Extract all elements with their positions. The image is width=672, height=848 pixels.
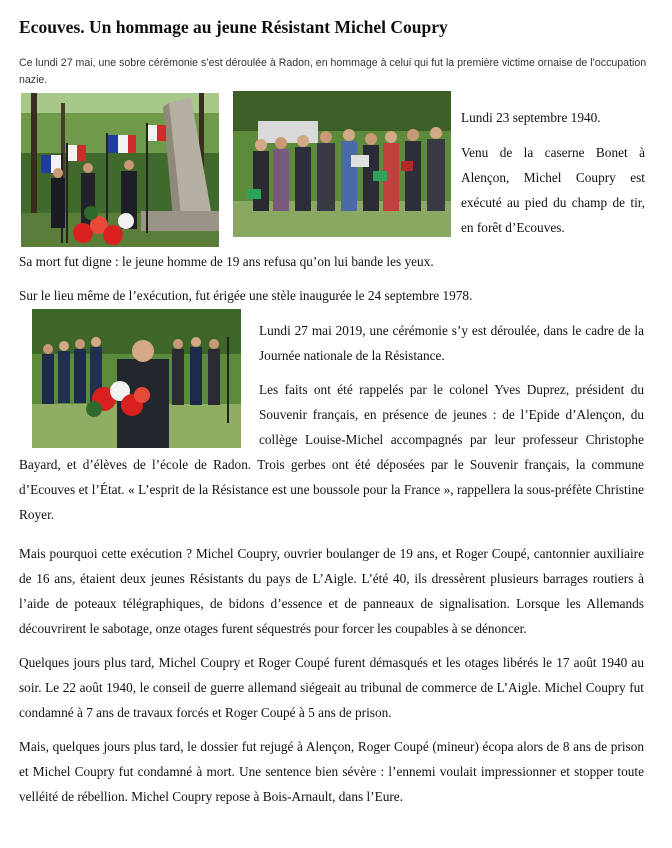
- trial-paragraph: Quelques jours plus tard, Michel Coupry et Roger Coupé furent démasqués et les otages libérés le 17 août 1940 au soir. Le 22 août 1940, le conseil de guerre allemand siégeait au tribunal de commerce de L’Aigle. Michel Coupry fut condamné à 7 ans de travaux forcés et Roger Coupé à 5 ans de prison.: [19, 655, 644, 720]
- article-lead: Ce lundi 27 mai, une sobre cérémonie s’est déroulée à Radon, en hommage à celui qui fut la première victime ornaise de l’occupation nazie.: [19, 57, 647, 86]
- ceremony-paragraph: Lundi 27 mai 2019, une cérémonie s’y est déroulée, dans le cadre de la Journée nationale de la Résistance.: [259, 323, 644, 363]
- sentence-paragraph: Mais, quelques jours plus tard, le dossier fut rejugé à Alençon, Roger Coupé (mineur) écopa alors de 8 ans de prison et Michel Coupry fut condamné à mort. Une sentence bien sévère : l’ennemi voulait impressionner et stopper toute velléité de rébellion. Michel Coupry repose à Bois-Arnault, dans l’Eure.: [19, 739, 644, 804]
- photo-children-group: [233, 91, 451, 237]
- facts-paragraph: Les faits ont été rappelés par le colonel Yves Duprez, président du Souvenir français, en présence de jeunes : de l’Epide d’Alençon, du collège Louise-Michel accompagnés par leur professeur Christophe Bayard, et d’élèves de l’école de Radon. Trois gerbes ont été déposées par le Souvenir français, la commune d’Ecouves et l’État. « L’esprit de la Résistance est une boussole pour la France », rappellera la sous-préfète Christine Royer.: [19, 382, 644, 522]
- death-paragraph: Sa mort fut digne : le jeune homme de 19 ans refusa qu’on lui bande les yeux.: [19, 254, 434, 269]
- execution-paragraph: Venu de la caserne Bonet à Alençon, Michel Coupry est exécuté au pied du champ de tir, en forêt d’Ecouves.: [461, 145, 645, 235]
- photo-memorial-stele: [21, 93, 219, 247]
- article-body: [19, 318, 644, 818]
- stele-paragraph: Sur le lieu même de l’exécution, fut érigée une stèle inaugurée le 24 septembre 1978.: [19, 288, 473, 303]
- article-title: Ecouves. Un hommage au jeune Résistant Michel Coupry: [19, 17, 448, 37]
- date-1940: Lundi 23 septembre 1940.: [461, 110, 601, 125]
- why-paragraph: Mais pourquoi cette exécution ? Michel Coupry, ouvrier boulanger de 19 ans, et Roger Coupé, cantonnier auxiliaire de 16 ans, étaient deux jeunes Résistants du pays de L’Aigle. L’été 40, ils dressèrent plusieurs barrages routiers à l’aide de poteaux télégraphiques, de bidons d’essence et de panneaux de signalisation. Lorsque les Allemands découvrirent le sabotage, onze otages furent séquestrés pour forcer les coupables à se dénoncer.: [19, 546, 644, 636]
- photo-float-spacer: [19, 318, 251, 450]
